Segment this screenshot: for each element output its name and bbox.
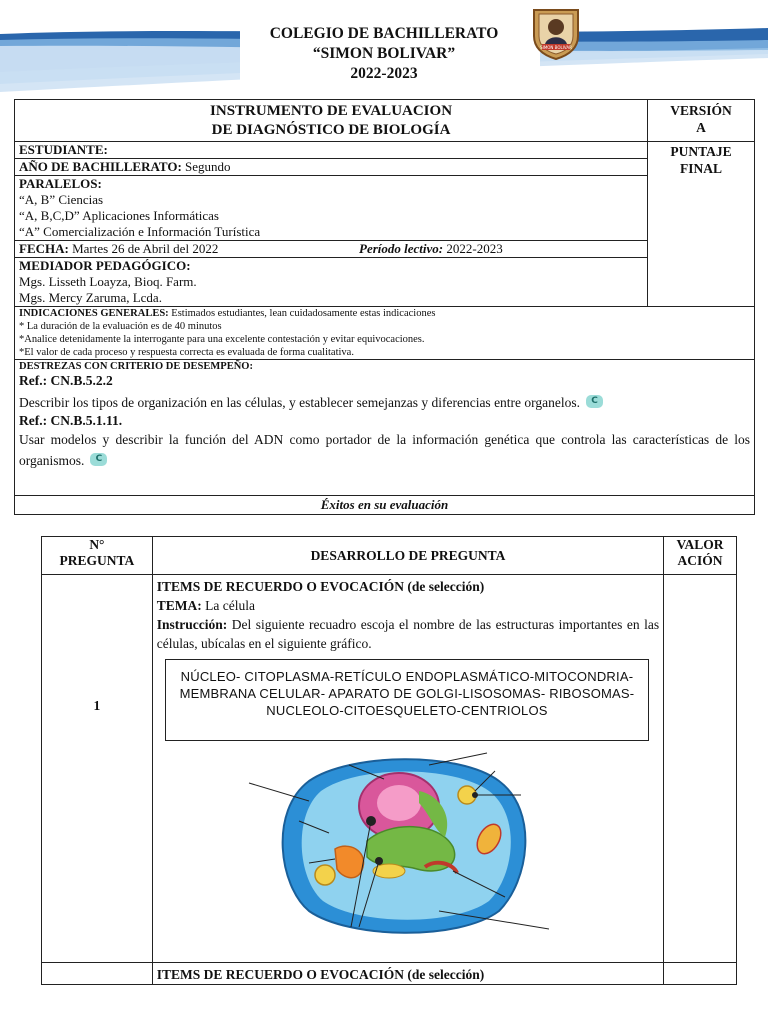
question-score-cell[interactable]	[664, 575, 737, 963]
question-score-cell[interactable]	[664, 963, 737, 985]
period-field: Período lectivo: 2022-2023	[359, 241, 503, 256]
page-header	[0, 0, 768, 96]
school-year: 2022-2023	[350, 65, 418, 82]
school-crest-logo	[526, 6, 586, 60]
column-header-number: N° PREGUNTA	[42, 537, 153, 575]
date-row: FECHA: Martes 26 de Abril del 2022 Período lectivo: 2022-2023	[15, 241, 648, 258]
parallel-item: “A” Comercialización e Información Turística	[19, 224, 261, 239]
indication-item: *El valor de cada proceso y respuesta correcta es evaluada de forma cualitativa.	[19, 347, 354, 358]
question-number	[42, 963, 153, 985]
animal-cell-diagram	[239, 751, 549, 941]
question-number: 1	[42, 575, 153, 963]
parallel-item: “A, B” Ciencias	[19, 192, 104, 207]
parallels-row: PARALELOS: “A, B” Ciencias “A, B,C,D” Aplicaciones Informáticas “A” Comercialización e Información Turística	[15, 176, 648, 241]
indication-item: *Analice detenidamente la interrogante para una excelente contestación y evitar equivocaciones.	[19, 334, 425, 345]
c-badge-icon: C	[586, 395, 603, 408]
svg-text:SIMON BOLIVAR: SIMON BOLIVAR	[540, 45, 572, 50]
school-line-2: “SIMON BOLIVAR”	[312, 45, 456, 62]
school-name	[200, 24, 568, 84]
closing-message: Éxitos en su evaluación	[15, 496, 755, 515]
parallel-item: “A, B,C,D” Aplicaciones Informáticas	[19, 208, 219, 223]
version-cell: VERSIÓN A	[648, 100, 755, 142]
skill-text-1: Describir los tipos de organización en las células, y establecer semejanzas y diferencias entre organelos. C	[19, 392, 750, 413]
skill-text-2: Usar modelos y describir la función del ADN como portador de la información genética que controla las características de los organismos. C	[19, 432, 750, 468]
skill-ref-2: Ref.: CN.B.5.1.11.	[19, 413, 123, 428]
word-bank-box: NÚCLEO- CITOPLASMA-RETÍCULO ENDOPLASMÁTICO-MITOCONDRIA- MEMBRANA CELULAR- APARATO DE GOLGI-LISOSOMAS- RIBOSOMAS-NUCLEOLO-CITOESQUELETO-CENTRIOLOS	[165, 659, 649, 741]
c-badge-icon: C	[90, 453, 107, 466]
school-line-1: COLEGIO DE BACHILLERATO	[269, 25, 499, 42]
column-header-development: DESARROLLO DE PREGUNTA	[152, 537, 663, 575]
mediator-name: Mgs. Lisseth Loayza, Bioq. Farm.	[19, 274, 197, 289]
question-body: ITEMS DE RECUERDO O EVOCACIÓN (de selección) TEMA: La célula Instrucción: Del siguiente recuadro escoja el nombre de las estructuras importantes en las células, ubícalas en el siguiente gráfico. NÚCLEO- CITOPLASMA-RETÍCULO ENDOPLASMÁTICO-MITOCONDRIA- MEMBRANA CELULAR- APARATO DE GOLGI-LISOSOMAS- RIBOSOMAS-NUCLEOLO-CITOESQUELETO-CENTRIOLOS	[152, 575, 663, 963]
questions-table	[41, 536, 737, 985]
final-score-cell[interactable]: PUNTAJE FINAL	[648, 142, 755, 307]
instrument-title: INSTRUMENTO DE EVALUACION DE DIAGNÓSTICO DE BIOLOGÍA	[15, 100, 648, 142]
mediator-name: Mgs. Mercy Zaruma, Lcda.	[19, 290, 162, 305]
school-year-row: AÑO DE BACHILLERATO: Segundo	[15, 159, 648, 176]
column-header-score: VALOR ACIÓN	[664, 537, 737, 575]
indication-item: * La duración de la evaluación es de 40 minutos	[19, 321, 222, 332]
student-field[interactable]: ESTUDIANTE:	[15, 142, 648, 159]
skill-ref-1: Ref.: CN.B.5.2.2	[19, 373, 113, 388]
evaluation-info-table	[14, 99, 755, 515]
mediator-row: MEDIADOR PEDAGÓGICO: Mgs. Lisseth Loayza, Bioq. Farm. Mgs. Mercy Zaruma, Lcda.	[15, 258, 648, 307]
question-body: ITEMS DE RECUERDO O EVOCACIÓN (de selección)	[152, 963, 663, 985]
general-indications: INDICACIONES GENERALES: Estimados estudiantes, lean cuidadosamente estas indicaciones * La duración de la evaluación es de 40 minutos *Analice detenidamente la interrogante para una excelente contestación y evitar equivocaciones. *El valor de cada proceso y respuesta correcta es evaluada de forma cualitativa.	[15, 307, 755, 360]
performance-skills: DESTREZAS CON CRITERIO DE DESEMPEÑO: Ref.: CN.B.5.2.2 Describir los tipos de organización en las células, y establecer semejanzas y diferencias entre organelos. C Ref.: CN.B.5.1.11. Usar modelos y describir la función del ADN como portador de la información genética que controla las características de los organismos. C	[15, 360, 755, 496]
